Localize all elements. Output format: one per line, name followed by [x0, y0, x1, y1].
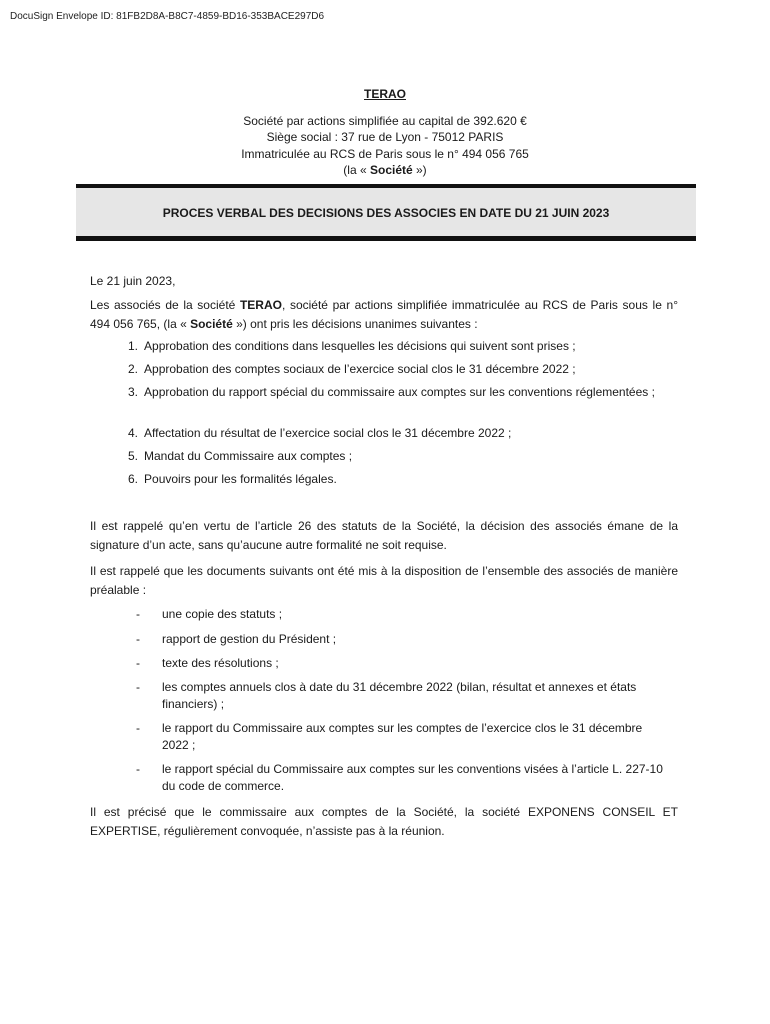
decision-number: 6. — [128, 472, 139, 486]
intro-company: TERAO — [239, 298, 282, 312]
decision-item — [128, 360, 678, 378]
intro-pre: Les associés de la société — [90, 298, 240, 312]
intro-societe: Société — [190, 317, 233, 331]
commissaire-paragraph: Il est précisé que le commissaire aux comptes de la Société, la société EXPONENS CONSEIL ET EXPERTISE, régulièrement convoquée, n’assiste pas à la réunion. — [90, 805, 678, 838]
document-text: texte des résolutions ; — [162, 656, 279, 670]
decision-item — [128, 337, 678, 355]
document-list-item — [136, 655, 668, 672]
company-name: TERAO — [364, 87, 406, 101]
document-list-item — [136, 720, 668, 754]
decision-number: 5. — [128, 449, 139, 463]
decision-item — [128, 424, 678, 442]
decision-text: Affectation du résultat de l’exercice social clos le 31 décembre 2022 ; — [144, 426, 512, 440]
document-text: le rapport spécial du Commissaire aux comptes sur les conventions visées à l’article L. 227-10 du code de commerce. — [162, 762, 663, 793]
documents-paragraph: Il est rappelé que les documents suivants ont été mis à la disposition de l’ensemble des associés de manière préalable : — [90, 564, 678, 597]
company-address: Siège social : 37 rue de Lyon - 75012 PARIS — [266, 130, 504, 144]
decision-number: 4. — [128, 426, 139, 440]
document-list-item — [136, 606, 668, 623]
alias-close: ») — [412, 163, 427, 177]
date-line: Le 21 juin 2023, — [90, 274, 176, 288]
company-rcs: Immatriculée au RCS de Paris sous le n° 494 056 765 — [241, 146, 529, 161]
document-list-item — [136, 761, 668, 795]
document-text: le rapport du Commissaire aux comptes sur les comptes de l’exercice clos le 31 décembre 2022 ; — [162, 721, 643, 752]
decision-number: 3. — [128, 385, 139, 399]
alias-societe: Société — [369, 163, 413, 177]
decision-item — [128, 470, 678, 488]
decision-text: Approbation des comptes sociaux de l’exercice social clos le 31 décembre 2022 ; — [144, 362, 576, 376]
company-capital: Société par actions simplifiée au capital de 392.620 € — [243, 113, 527, 128]
document-title: PROCES VERBAL DES DECISIONS DES ASSOCIES EN DATE DU 21 JUIN 2023 — [162, 206, 610, 220]
decision-item — [128, 383, 678, 401]
decision-item — [128, 447, 678, 465]
list-dash: - — [136, 762, 140, 776]
decision-number: 2. — [128, 362, 139, 376]
list-dash: - — [136, 632, 140, 646]
decision-text: Approbation du rapport spécial du commissaire aux comptes sur les conventions réglementées ; — [144, 385, 655, 399]
document-list-item — [136, 631, 668, 648]
list-dash: - — [136, 607, 140, 621]
decision-text: Approbation des conditions dans lesquelles les décisions qui suivent sont prises ; — [144, 339, 576, 353]
document-text: une copie des statuts ; — [162, 607, 283, 621]
intro-post: ») ont pris les décisions unanimes suivantes : — [232, 317, 478, 331]
company-alias — [0, 162, 770, 179]
document-list-item — [136, 679, 668, 713]
article-paragraph: Il est rappelé qu’en vertu de l’article 26 des statuts de la Société, la décision des associés émane de la signature d’un acte, sans qu’aucune autre formalité ne soit requise. — [90, 519, 678, 552]
list-dash: - — [136, 656, 140, 670]
intro-paragraph — [90, 296, 678, 334]
decision-text: Mandat du Commissaire aux comptes ; — [144, 449, 353, 463]
document-text: les comptes annuels clos à date du 31 décembre 2022 (bilan, résultat et annexes et états financiers) ; — [162, 680, 637, 711]
list-dash: - — [136, 721, 140, 735]
decision-number: 1. — [128, 339, 139, 353]
document-text: rapport de gestion du Président ; — [162, 632, 337, 646]
company-header — [0, 86, 770, 179]
list-dash: - — [136, 680, 140, 694]
decision-text: Pouvoirs pour les formalités légales. — [144, 472, 337, 486]
title-box — [76, 184, 696, 241]
alias-open: (la « — [343, 163, 370, 177]
docusign-envelope-id: DocuSign Envelope ID: 81FB2D8A-B8C7-4859-BD16-353BACE297D6 — [10, 11, 325, 22]
intro-mid: , société par actions simplifiée immatriculée au RCS de Paris sous le n° 494 056 765, (la « — [90, 298, 678, 331]
